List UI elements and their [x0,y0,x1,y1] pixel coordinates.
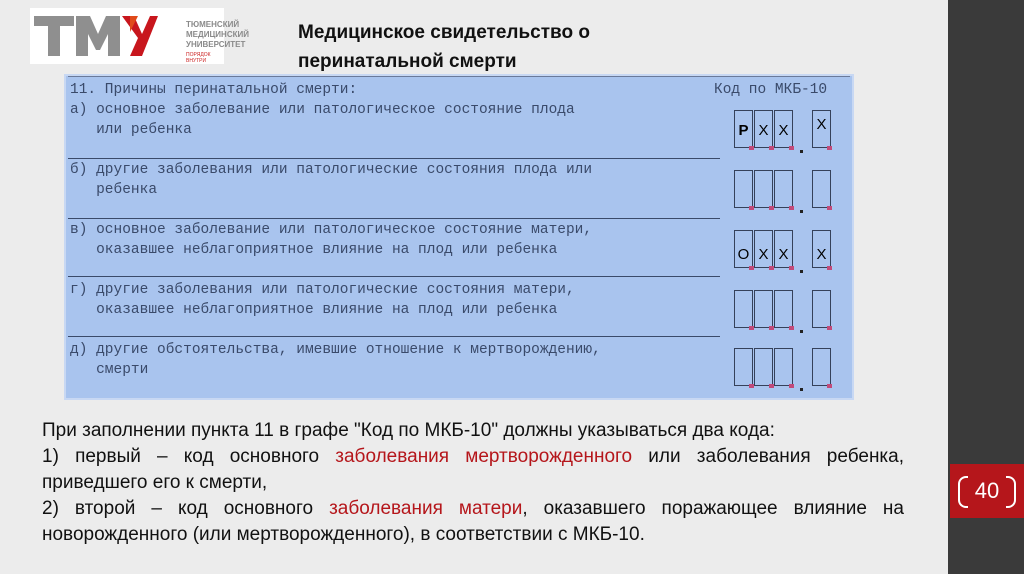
row-divider [68,336,720,337]
item-2: 2) второй – код основного заболевания матери, оказавшего поражающее влияние на новорожденного (или мертворожденного), в соответствии с МКБ-10. [42,498,904,545]
item-1: 1) первый – код основного заболевания мертворожденного или заболевания ребенка, приведшего его к смерти, [42,446,905,493]
intro-paragraph: При заполнении пункта 11 в графе "Код по МКБ-10" должны указываться два кода: [42,420,775,441]
form-header-left: 11. Причины перинатальной смерти: [70,82,358,98]
death-certificate-form-image [64,74,854,400]
row-a-line2: или ребенка [70,122,192,138]
row-g-line2: оказавшее неблагоприятное влияние на плод или ребенка [70,302,558,318]
logo-text: ТЮМЕНСКИЙ МЕДИЦИНСКИЙ УНИВЕРСИТЕТ [186,20,249,49]
code-letter: Х [778,122,789,139]
row-a-line1: а) основное заболевание или патологическое состояние плода [70,102,575,118]
row-v-line2: оказавшее неблагоприятное влияние на плод или ребенка [70,242,558,258]
row-b-line1: б) другие заболевания или патологические состояния плода или [70,162,593,178]
row-d-line2: смерти [70,362,149,378]
form-header-right: Код по МКБ-10 [714,82,828,98]
row-divider [68,218,720,219]
row-b-line2: ребенка [70,182,158,198]
highlight-stillborn: заболевания мертворожденного [335,446,633,467]
row-divider [68,276,720,277]
form-top-line [68,76,850,77]
tmu-logo-icon [34,12,158,60]
code-letter: Х [816,246,827,263]
page-number: 40 [974,478,1000,503]
row-v-line1: в) основное заболевание или патологическое состояние матери, [70,222,593,238]
row-divider [68,158,720,159]
code-letter: Р [738,122,749,139]
explanation-text [42,418,904,548]
slide-title: Медицинское свидетельство о перинатальной смерти [298,22,590,72]
code-letter: О [737,246,750,263]
university-logo [30,8,249,64]
row-d-line1: д) другие обстоятельства, имевшие отношение к мертворождению, [70,342,601,358]
code-letter: Х [758,122,769,139]
logo-tagline: ПОРЯДОК ВНУТРИ [186,52,211,64]
row-g-line1: г) другие заболевания или патологические состояния матери, [70,282,575,298]
page-number-badge [950,464,1024,518]
highlight-mother: заболевания матери [329,498,523,519]
code-letter: Х [816,116,827,133]
code-letter: Х [778,246,789,263]
code-letter: Х [758,246,769,263]
right-brace-icon [1006,476,1016,508]
